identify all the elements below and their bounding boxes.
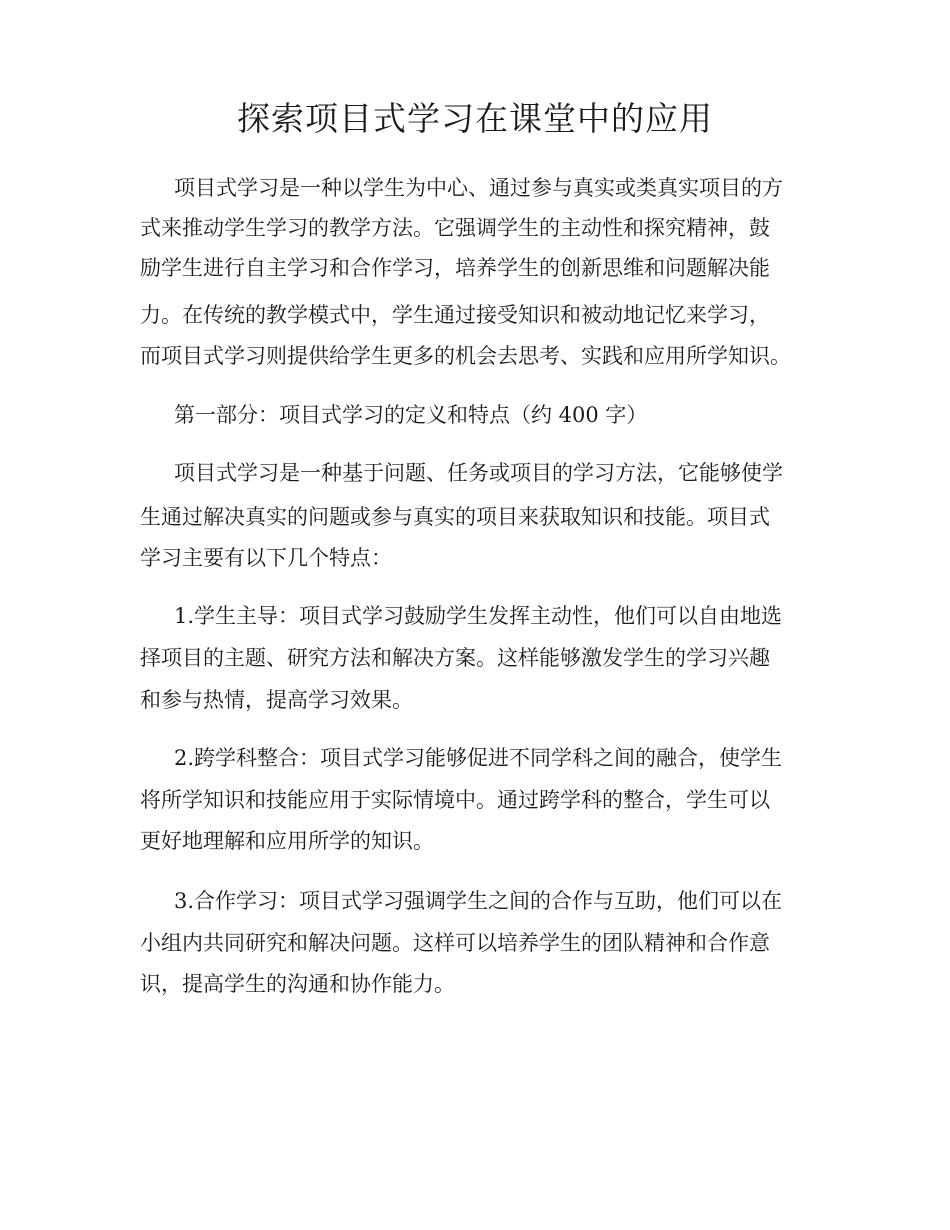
paragraph-1-line-1: 项目式学习是一种以学生为中心、通过参与真实或类真实项目的方 xyxy=(174,176,783,200)
paragraph-3-line-2: 生通过解决真实的问题或参与真实的项目来获取知识和技能。项目式 xyxy=(140,505,770,529)
item-3-line-1: 3.合作学习：项目式学习强调学生之间的合作与互助，他们可以在 xyxy=(174,889,783,913)
paragraph-1-line-2: 式来推动学生学习的教学方法。它强调学生的主动性和探究精神，鼓 xyxy=(140,216,770,240)
section-heading: 第一部分：项目式学习的定义和特点（约 400 字） xyxy=(174,403,648,427)
item-1-line-1: 1.学生主导：项目式学习鼓励学生发挥主动性，他们可以自由地选 xyxy=(174,604,783,628)
item-3-line-2: 小组内共同研究和解决问题。这样可以培养学生的团队精神和合作意 xyxy=(140,931,770,955)
document-title: 探索项目式学习在课堂中的应用 xyxy=(237,99,713,138)
item-1-line-3: 和参与热情，提高学习效果。 xyxy=(140,688,413,712)
paragraph-1-line-3: 励学生进行自主学习和合作学习，培养学生的创新思维和问题解决能 xyxy=(140,256,770,280)
paragraph-3-line-1: 项目式学习是一种基于问题、任务或项目的学习方法，它能够使学 xyxy=(174,461,783,485)
paragraph-1-line-5: 而项目式学习则提供给学生更多的机会去思考、实践和应用所学知识。 xyxy=(140,344,791,368)
paragraph-3-line-3: 学习主要有以下几个特点： xyxy=(140,546,392,570)
item-2-line-3: 更好地理解和应用所学的知识。 xyxy=(140,829,434,853)
paragraph-1-line-4: 力。在传统的教学模式中，学生通过接受知识和被动地记忆来学习， xyxy=(140,303,770,327)
item-2-line-1: 2.跨学科整合：项目式学习能够促进不同学科之间的融合，使学生 xyxy=(174,746,783,770)
item-3-line-3: 识，提高学生的沟通和协作能力。 xyxy=(140,972,455,996)
item-2-line-2: 将所学知识和技能应用于实际情境中。通过跨学科的整合，学生可以 xyxy=(140,788,770,812)
item-1-line-2: 择项目的主题、研究方法和解决方案。这样能够激发学生的学习兴趣 xyxy=(140,646,770,670)
